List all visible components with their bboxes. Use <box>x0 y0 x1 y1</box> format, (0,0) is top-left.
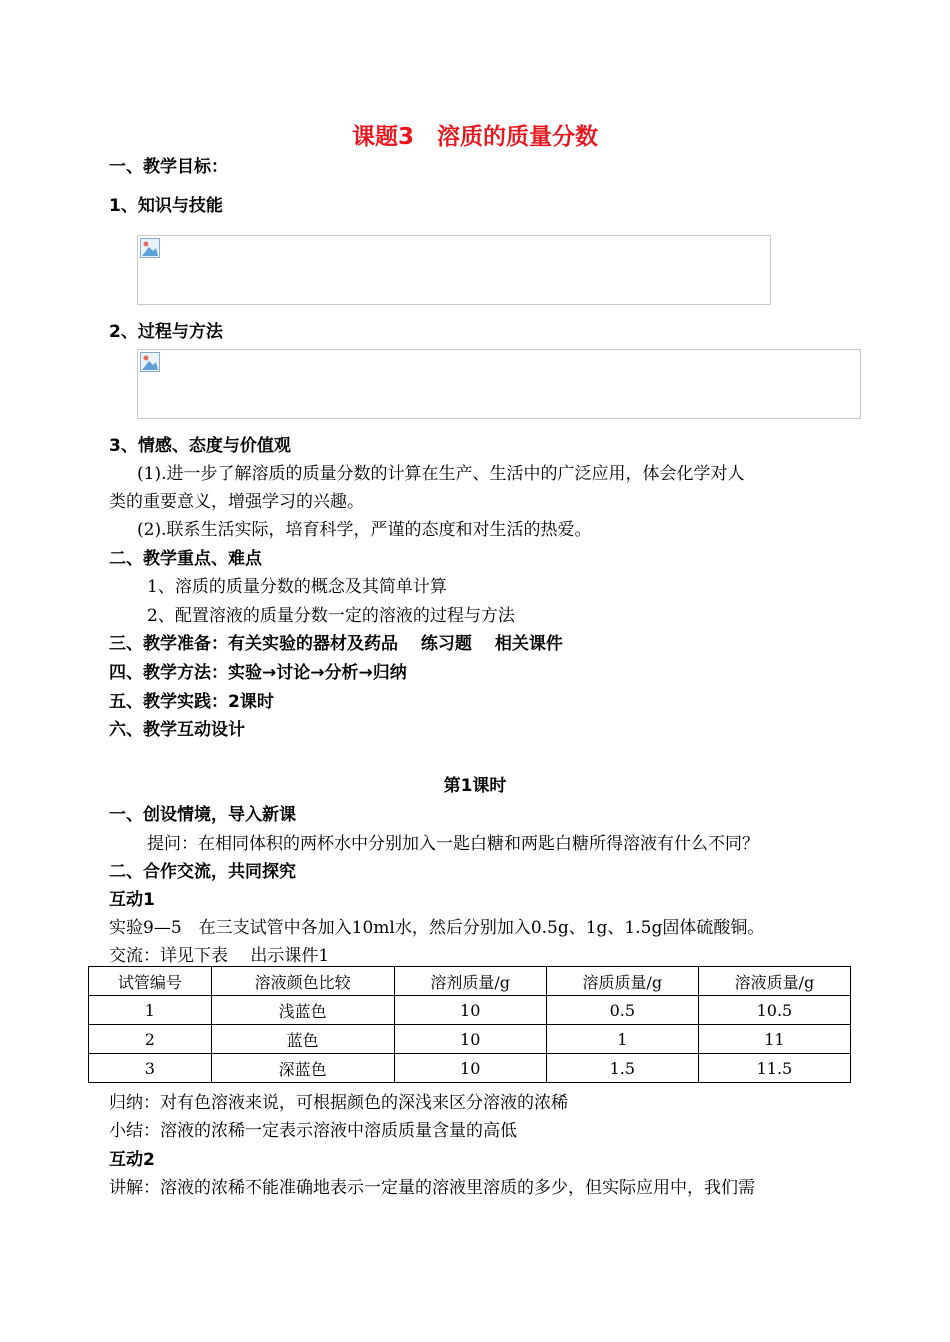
table-header-cell: 溶剂质量/g <box>394 967 546 996</box>
table-cell: 1.5 <box>546 1054 698 1083</box>
section-practice: 五、教学实践：2课时 <box>109 692 274 712</box>
table-cell: 蓝色 <box>211 1025 394 1054</box>
interaction-heading: 互动2 <box>109 1150 155 1170</box>
paragraph: 小结：溶液的浓稀一定表示溶液中溶质质量含量的高低 <box>109 1121 517 1141</box>
heading-process-methods: 2、过程与方法 <box>109 322 223 342</box>
section-intro: 一、创设情境，导入新课 <box>109 805 296 825</box>
table-header-cell: 溶液颜色比较 <box>211 967 394 996</box>
paragraph: 实验9—5 在三支试管中各加入10ml水，然后分别加入0.5g、1g、1.5g固体硫酸铜。 <box>109 918 765 938</box>
page-title: 课题3 溶质的质量分数 <box>351 124 598 150</box>
table-header-row <box>89 967 851 996</box>
heading-knowledge-skills: 1、知识与技能 <box>109 196 223 216</box>
broken-image-icon <box>140 352 160 372</box>
table-cell: 11.5 <box>698 1054 850 1083</box>
table-cell: 10.5 <box>698 996 850 1025</box>
table-cell: 浅蓝色 <box>211 996 394 1025</box>
table-header-cell: 溶质质量/g <box>546 967 698 996</box>
section-key-points: 二、教学重点、难点 <box>109 549 262 569</box>
missing-image-placeholder <box>137 235 771 305</box>
table-cell: 1 <box>546 1025 698 1054</box>
section-cooperate: 二、合作交流，共同探究 <box>109 862 296 882</box>
list-item: 2、配置溶液的质量分数一定的溶液的过程与方法 <box>147 606 515 626</box>
table-row <box>89 1025 851 1054</box>
table-cell: 10 <box>394 996 546 1025</box>
broken-image-icon <box>140 238 160 258</box>
section-teaching-goals: 一、教学目标： <box>109 157 228 177</box>
table-cell: 3 <box>89 1054 212 1083</box>
table-row <box>89 1054 851 1083</box>
table-cell: 2 <box>89 1025 212 1054</box>
table-header-cell: 试管编号 <box>89 967 212 996</box>
heading-emotion-values: 3、情感、态度与价值观 <box>109 436 291 456</box>
table-cell: 1 <box>89 996 212 1025</box>
data-table <box>88 966 851 1083</box>
section-preparation: 三、教学准备：有关实验的器材及药品 练习题 相关课件 <box>109 634 563 654</box>
section-interaction-design: 六、教学互动设计 <box>109 720 245 740</box>
list-item: 1、溶质的质量分数的概念及其简单计算 <box>147 577 447 597</box>
table-header-cell: 溶液质量/g <box>698 967 850 996</box>
section-methods: 四、教学方法：实验→讨论→分析→归纳 <box>109 663 407 683</box>
missing-image-placeholder <box>137 349 861 419</box>
table-cell: 11 <box>698 1025 850 1054</box>
paragraph: 讲解：溶液的浓稀不能准确地表示一定量的溶液里溶质的多少，但实际应用中，我们需 <box>109 1178 755 1198</box>
table-cell: 深蓝色 <box>211 1054 394 1083</box>
paragraph: 类的重要意义，增强学习的兴趣。 <box>109 492 364 512</box>
interaction-heading: 互动1 <box>109 890 155 910</box>
paragraph: (1).进一步了解溶质的质量分数的计算在生产、生活中的广泛应用，体会化学对人 <box>137 464 745 484</box>
paragraph: 交流：详见下表 出示课件1 <box>109 946 330 966</box>
table-cell: 10 <box>394 1054 546 1083</box>
paragraph: 归纳：对有色溶液来说，可根据颜色的深浅来区分溶液的浓稀 <box>109 1093 568 1113</box>
paragraph: (2).联系生活实际，培育科学，严谨的态度和对生活的热爱。 <box>137 520 592 540</box>
paragraph: 提问：在相同体积的两杯水中分别加入一匙白糖和两匙白糖所得溶液有什么不同？ <box>147 834 759 854</box>
table-cell: 10 <box>394 1025 546 1054</box>
table-row <box>89 996 851 1025</box>
lesson-heading: 第1课时 <box>443 776 507 796</box>
table-cell: 0.5 <box>546 996 698 1025</box>
